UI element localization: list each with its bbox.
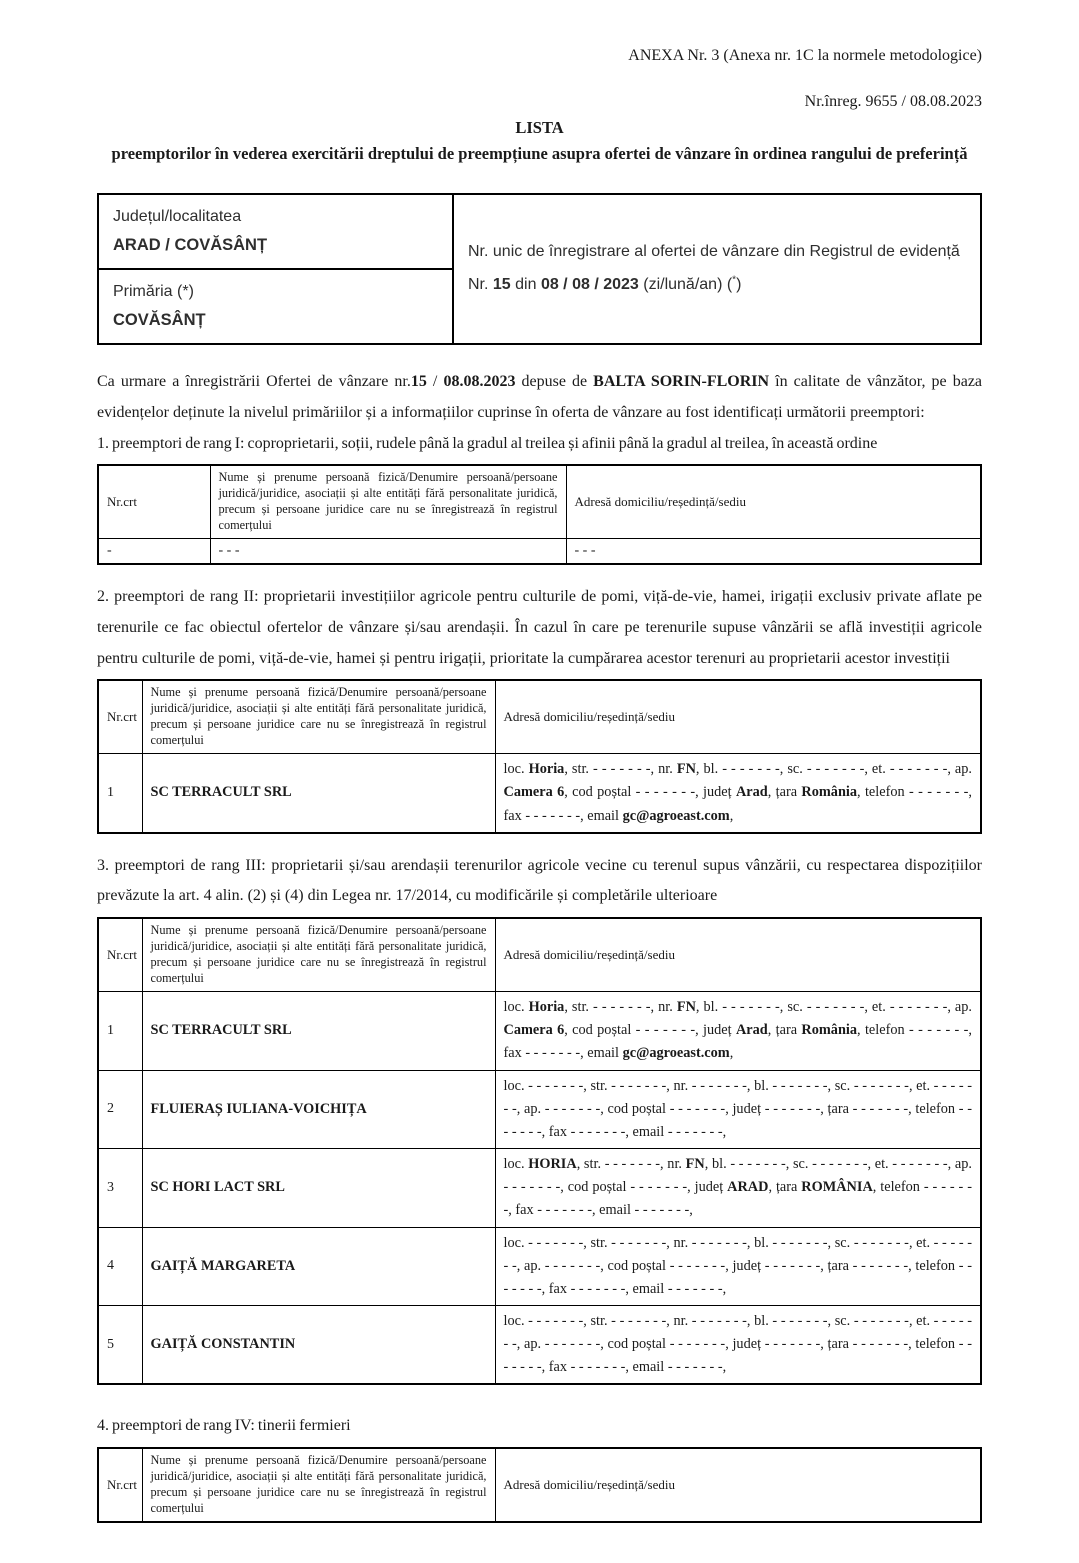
rank1-table — [97, 464, 982, 565]
table-header-row — [98, 918, 981, 991]
row-address: loc. - - - - - - -, str. - - - - - - -, nr. - - - - - - -, bl. - - - - - - -, sc. - - - - - - -, et. - - - - - - -, ap. - - - - - - -, cod poștal - - - - - - -, județ - - - - - - -, țara - - - - - - -, telefon - - - - - - -, fax - - - - - - -, email - - - - - - -, — [495, 1227, 981, 1305]
table-row — [98, 1149, 981, 1227]
registration-number-line: Nr.înreg. 9655 / 08.08.2023 — [804, 92, 982, 110]
row-nr: - — [98, 539, 210, 565]
header-name: Nume și prenume persoană fizică/Denumire persoană/persoane juridică/juridice, asociații și alte entități fără personalitate juridică, precum și persoane juridice care nu se înregistrează în registrul comerțului — [142, 1448, 495, 1522]
city-hall-cell — [98, 269, 453, 344]
offer-registration-cell — [453, 194, 981, 344]
header-nr-crt: Nr.crt — [98, 465, 210, 538]
row-name: GAIȚĂ CONSTANTIN — [142, 1305, 495, 1384]
city-hall-value: COVĂSÂNȚ — [113, 311, 206, 330]
registry-info-table — [97, 193, 982, 345]
row-name: - - - — [210, 539, 566, 565]
offer-registration-number: Nr. 15 din 08 / 08 / 2023 (zi/lună/an) (*) — [468, 274, 742, 294]
rank4-heading: 4. preemptori de rang IV: tinerii fermieri — [97, 1417, 351, 1435]
row-nr: 1 — [98, 992, 142, 1070]
row-nr: 4 — [98, 1227, 142, 1305]
document-subtitle: preemptorilor în vederea exercitării dreptului de preempțiune asupra ofertei de vânzare în ordinea rangului de preferință — [111, 143, 968, 163]
header-nr-crt: Nr.crt — [98, 1448, 142, 1522]
row-name: SC HORI LACT SRL — [142, 1149, 495, 1227]
row-address: loc. Horia, str. - - - - - - -, nr. FN, bl. - - - - - - -, sc. - - - - - - -, et. - - - - - - -, ap. Camera 6, cod poștal - - - - - - -, județ Arad, țara România, telefon - - - - - - -, fax - - - - - - -, email gc@agroeast.com, — [495, 992, 981, 1070]
table-row — [98, 992, 981, 1070]
table-row — [98, 754, 981, 833]
county-locality-label: Județul/localitatea — [113, 208, 242, 226]
header-address: Adresă domiciliu/reședință/sediu — [495, 680, 981, 753]
header-name: Nume și prenume persoană fizică/Denumire persoană/persoane juridică/juridice, asociații și alte entități fără personalitate juridică, precum și persoane juridice care nu se înregistrează în registrul comerțului — [210, 465, 566, 538]
header-name: Nume și prenume persoană fizică/Denumire persoană/persoane juridică/juridice, asociații și alte entități fără personalitate juridică, precum și persoane juridice care nu se înregistrează în registrul comerțului — [142, 918, 495, 991]
city-hall-label: Primăria (*) — [113, 283, 194, 301]
row-name: SC TERRACULT SRL — [142, 992, 495, 1070]
county-locality-cell — [98, 194, 453, 269]
table-row — [98, 1305, 981, 1384]
table-header-row — [98, 680, 981, 753]
table-row — [98, 539, 981, 565]
table-header-row — [98, 465, 981, 538]
document-title: LISTA — [515, 117, 564, 137]
header-address: Adresă domiciliu/reședință/sediu — [495, 918, 981, 991]
row-address: loc. - - - - - - -, str. - - - - - - -, nr. - - - - - - -, bl. - - - - - - -, sc. - - - - - - -, et. - - - - - - -, ap. - - - - - - -, cod poștal - - - - - - -, județ - - - - - - -, țara - - - - - - -, telefon - - - - - - -, fax - - - - - - -, email - - - - - - -, — [495, 1305, 981, 1384]
offer-registration-text: Nr. unic de înregistrare al ofertei de vânzare din Registrul de evidență — [468, 243, 960, 261]
rank1-heading: 1. preemptori de rang I: coproprietarii, soții, rudele până la gradul al treilea și afinii până la gradul al treilea, în această ordine — [97, 434, 878, 452]
table-row — [98, 1227, 981, 1305]
table-row — [98, 1070, 981, 1148]
row-nr: 5 — [98, 1305, 142, 1384]
rank3-heading: 3. preemptori de rang III: proprietarii și/sau arendașii terenurilor agricole vecine cu terenul supus vânzării, cu respectarea dispozițiilor prevăzute la art. 4 alin. (2) și (4) din Legea nr. 17/2014, cu modificările și completările ulterioare — [97, 856, 982, 905]
row-name: SC TERRACULT SRL — [142, 754, 495, 833]
row-address: - - - — [566, 539, 981, 565]
header-address: Adresă domiciliu/reședință/sediu — [495, 1448, 981, 1522]
anexa-reference: ANEXA Nr. 3 (Anexa nr. 1C la normele metodologice) — [628, 47, 982, 64]
row-name: FLUIERAȘ IULIANA-VOICHIȚA — [142, 1070, 495, 1148]
row-nr: 1 — [98, 754, 142, 833]
table-row — [98, 194, 981, 269]
row-name: GAIȚĂ MARGARETA — [142, 1227, 495, 1305]
row-address: loc. HORIA, str. - - - - - - -, nr. FN, bl. - - - - - - -, sc. - - - - - - -, et. - - - - - - -, ap. - - - - - - -, cod poștal - - - - - - -, județ ARAD, țara ROMÂNIA, telefon - - - - - - -, fax - - - - - - -, email - - - - - - -, — [495, 1149, 981, 1227]
row-nr: 2 — [98, 1070, 142, 1148]
row-address: loc. Horia, str. - - - - - - -, nr. FN, bl. - - - - - - -, sc. - - - - - - -, et. - - - - - - -, ap. Camera 6, cod poștal - - - - - - -, județ Arad, țara România, telefon - - - - - - -, fax - - - - - - -, email gc@agroeast.com, — [495, 754, 981, 833]
header-nr-crt: Nr.crt — [98, 680, 142, 753]
header-name: Nume și prenume persoană fizică/Denumire persoană/persoane juridică/juridice, asociații și alte entități fără personalitate juridică, precum și persoane juridice care nu se înregistrează în registrul comerțului — [142, 680, 495, 753]
row-address: loc. - - - - - - -, str. - - - - - - -, nr. - - - - - - -, bl. - - - - - - -, sc. - - - - - - -, et. - - - - - - -, ap. - - - - - - -, cod poștal - - - - - - -, județ - - - - - - -, țara - - - - - - -, telefon - - - - - - -, fax - - - - - - -, email - - - - - - -, — [495, 1070, 981, 1148]
header-nr-crt: Nr.crt — [98, 918, 142, 991]
rank3-table — [97, 917, 982, 1385]
rank2-heading: 2. preemptori de rang II: proprietarii investițiilor agricole pentru culturile de pomi, viță-de-vie, hamei, irigații exclusiv private aflate pe terenurile ce fac obiectul ofertelor de vânzare și/sau arendașii. În cazul în care pe terenurile supuse vânzării se află investiții agricole pentru culturile de pomi, viță-de-vie, hamei și pentru irigații, prioritate la cumpărarea acestor terenuri au proprietarii acestor investiții — [97, 588, 982, 667]
rank2-table — [97, 679, 982, 833]
intro-paragraph: Ca urmare a înregistrării Ofertei de vânzare nr.15 / 08.08.2023 depuse de BALTA SORIN-FLORIN în calitate de vânzător, pe baza evidențelor deținute la nivelul primăriilor și a informațiilor cuprinse în oferta de vânzare au fost identificați următorii preemptori: — [97, 373, 983, 421]
header-address: Adresă domiciliu/reședință/sediu — [566, 465, 981, 538]
row-nr: 3 — [98, 1149, 142, 1227]
rank4-table — [97, 1447, 982, 1523]
table-header-row — [98, 1448, 981, 1522]
county-locality-value: ARAD / COVĂSÂNȚ — [113, 236, 268, 255]
